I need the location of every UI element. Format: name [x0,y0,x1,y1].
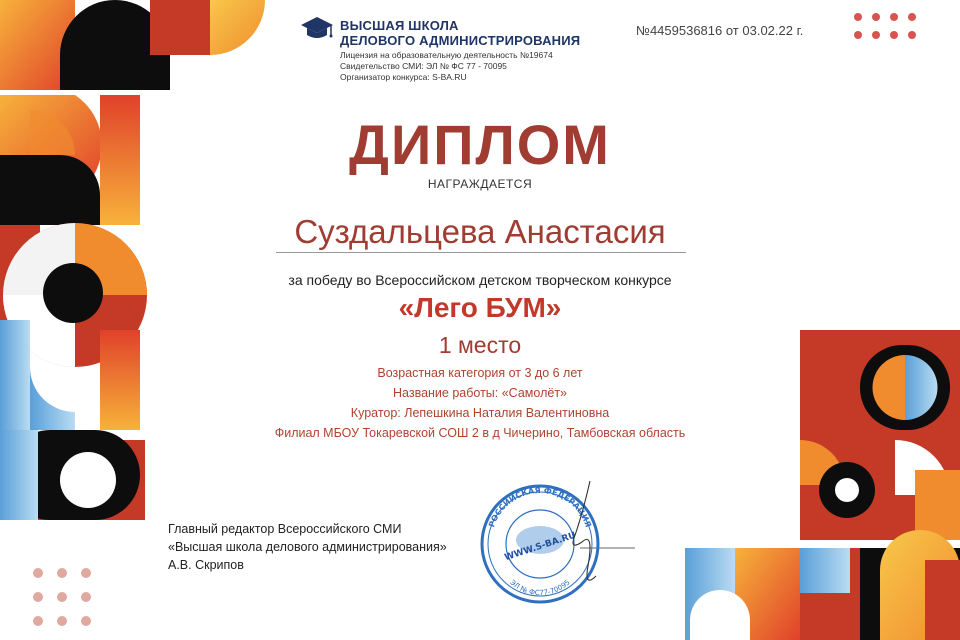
svg-text:ЭЛ № ФС77-70095 [508,578,571,597]
stamp-center-text: WWW.S-BA.RU [503,530,578,564]
media-certificate-text: Свидетельство СМИ: ЭЛ № ФС 77 - 70095 [340,61,507,71]
stamp-outer-text: РОССИЙСКАЯ ФЕДЕРАЦИЯ [487,485,593,529]
age-category: Возрастная категория от 3 до 6 лет [377,366,583,380]
official-stamp [470,476,640,616]
signatory-title-line1: Главный редактор Всероссийского СМИ [168,522,402,536]
recipient-name: Суздальцева Анастасия [294,213,666,250]
contest-name: «Лего БУМ» [398,292,562,323]
top-left-shapes [0,0,265,90]
name-underline [276,252,686,253]
graduation-cap-icon [300,14,334,44]
bottom-right-shapes [685,530,960,640]
diploma-title: ДИПЛОМ [349,113,611,176]
organizer-text: Организатор конкурса: S-BA.RU [340,72,467,82]
org-name-line2: ДЕЛОВОГО АДМИНИСТРИРОВАНИЯ [340,33,581,48]
school-location: Филиал МБОУ Токаревской СОШ 2 в д Чичерино, Тамбовская область [274,426,686,440]
curator: Куратор: Лепешкина Наталия Валентиновна [350,406,610,420]
award-reason: за победу во Всероссийском детском творческом конкурсе [288,272,672,288]
decorative-dots-bottom [30,567,110,637]
place-awarded: 1 место [438,332,522,358]
work-title: Название работы: «Самолёт» [393,386,567,400]
document-number: №4459536816 от 03.02.22 г. [636,23,804,38]
signatory-name: А.В. Скрипов [168,558,244,572]
signatory-title-line2: «Высшая школа делового администрирования» [168,540,447,554]
license-text: Лицензия на образовательную деятельность №19674 [340,50,553,60]
decorative-dots-top [853,12,933,42]
svg-text:РОССИЙСКАЯ ФЕДЕРАЦИЯ [487,486,593,529]
org-name-line1: ВЫСШАЯ ШКОЛА [340,18,459,33]
awarded-label: НАГРАЖДАЕТСЯ [427,177,533,191]
stamp-bottom-text: ЭЛ № ФС77-70095 [508,578,572,598]
